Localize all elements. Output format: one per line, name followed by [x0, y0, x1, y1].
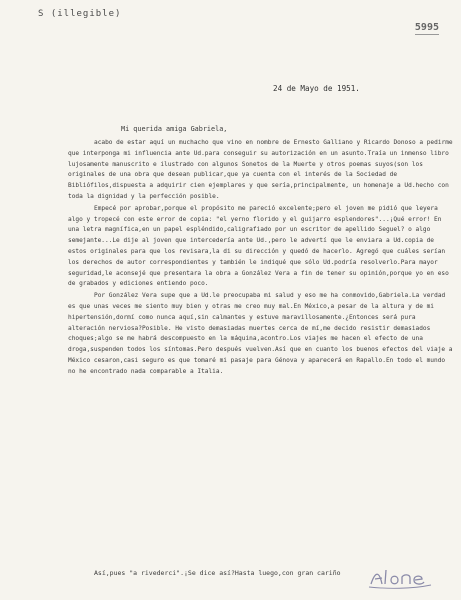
letter-paragraph: Empecé por aprobar,porque el propósito me pareció excelente;pero el joven me pidió que leyera algo y tropecé con este error de copia: "el yerno florido y el guijarro esplendores"...¡Qué error! En una letra magnífica,en un papel espléndido,caligrafiado por un escritor de apellido Seguel? o algo semejante...Le dije al joven que intercedería ante Ud.,pero le advertí que le enviara a Ud.copia de estos originales para que los revisara,la di su dirección y quedó de hacerlo. Agregó que cuáles serían los derechos de autor correspondientes y también le indiqué que sólo Ud.podría resolverlo.Para mayor seguridad,le aconsejé que presentara la obra a González Vera a fin de tener su opinión,porque yo en eso de grabados y ediciones entiendo poco. — [68, 204, 449, 288]
letter-date: 24 de Mayo de 1951. — [273, 84, 360, 93]
letter-paragraph: Por González Vera supe que a Ud.le preocupaba mi salud y eso me ha conmovido,Gabriela.La verdad es que unas veces me siento muy bien y otras me creo muy mal.En México,a pesar de la altura y de mi hipertensión,dormí como nunca aquí,sin calmantes y estuve maravillosamente.¿Entonces será pura alteración nerviosa?Posible. He visto demasiadas muertes cerca de mí,me decido resistir demasiados choques;algo se me habrá descompuesto en la máquina,acontro.Los viajes me hacen el efecto de una droga,suspenden todos los síntomas.Pero después vuelven.Así que en cuanto los buenos efectos del viaje a México cesaron,casi seguro es que tomaré mi pasaje para Génova y aparecerá en Rapallo.En todo el mundo no he encontrado nada comparable a Italia. — [68, 292, 453, 375]
letter-closing: Así,pues "a rivederci".¡Se dice así?Hasta luego,con gran cariño — [94, 569, 341, 577]
archive-mark-left: S (illegible) — [38, 9, 122, 19]
archive-number: 5995 — [414, 22, 439, 33]
letter-salutation: Mi querida amiga Gabriela, — [121, 125, 228, 133]
letter-paragraph: acabo de estar aquí un muchacho que vino en nombre de Ernesto Galliano y Ricardo Donoso a pedirme que interponga mi influencia ante Ud.para conseguir su autorización en un asunto.Traía un inmenso libro lujosamente manuscrito e ilustrado con algunos Sonetos de la Muerte y otros poemas suyos(son los originales de una obra que desean publicar,que ya cuenta con el interés de la Sociedad de Bibliófilos,dispuesta a adquirir cien ejemplares y que sería,principalmente, un homenaje a Ud.hecho con toda la dignidad y la perfección posible. — [68, 139, 453, 200]
handwritten-signature — [367, 566, 435, 594]
letter-body — [68, 138, 454, 378]
